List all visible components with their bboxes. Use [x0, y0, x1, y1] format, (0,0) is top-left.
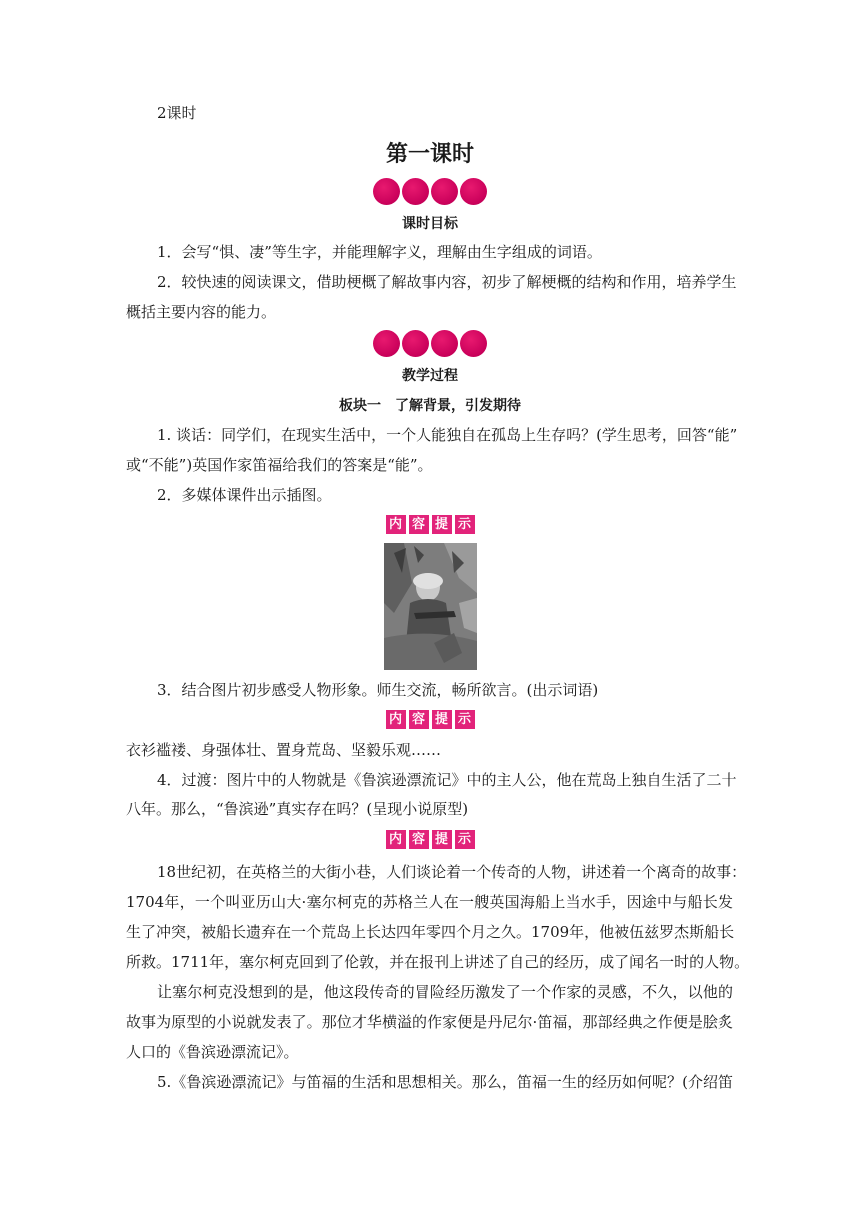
dot-icon: [373, 330, 400, 357]
decorative-dots-1: [0, 178, 860, 205]
hint-char: 容: [409, 830, 429, 849]
dot-icon: [402, 330, 429, 357]
hint-char: 示: [455, 515, 475, 534]
story-line-5: 让塞尔柯克没想到的是，他这段传奇的冒险经历激发了一个作家的灵感，不久，以他的: [157, 983, 733, 1001]
block-title: 板块一 了解背景，引发期待: [339, 398, 521, 414]
paragraph-4-line2: 八年。那么，“鲁滨逊”真实存在吗？(呈现小说原型): [126, 800, 469, 818]
paragraph-2: 2．多媒体课件出示插图。: [157, 486, 332, 504]
page-title: 第一课时: [385, 141, 474, 167]
story-line-6: 故事为原型的小说就发表了。那位才华横溢的作家便是丹尼尔·笛福，那部经典之作便是脍炙: [126, 1013, 733, 1031]
hint-char: 容: [409, 515, 429, 534]
dot-icon: [373, 178, 400, 205]
dot-icon: [431, 330, 458, 357]
goals-heading: 课时目标: [402, 216, 458, 232]
hint-char: 内: [386, 830, 406, 849]
story-line-2: 1704年，一个叫亚历山大·塞尔柯克的苏格兰人在一艘英国海船上当水手，因途中与船长发: [126, 893, 733, 911]
word-list: 衣衫褴褛、身强体壮、置身荒岛、坚毅乐观……: [126, 741, 442, 759]
goal-1: 1．会写“惧、凄”等生字，并能理解字义，理解由生字组成的词语。: [157, 243, 602, 261]
hint-char: 提: [432, 830, 452, 849]
hint-char: 内: [386, 515, 406, 534]
dot-icon: [402, 178, 429, 205]
hint-char: 示: [455, 830, 475, 849]
paragraph-4-line1: 4．过渡：图片中的人物就是《鲁滨逊漂流记》中的主人公，他在荒岛上独自生活了二十: [157, 771, 737, 789]
story-line-3: 生了冲突，被船长遗弃在一个荒岛上长达四年零四个月之久。1709年，他被伍兹罗杰斯船长: [126, 923, 735, 941]
paragraph-1-line2: 或“不能”)英国作家笛福给我们的答案是“能”。: [126, 456, 433, 474]
hint-char: 内: [386, 710, 406, 729]
robinson-illustration: [384, 543, 477, 670]
content-hint-tag-1: [0, 515, 860, 534]
content-hint-tag-2: [0, 710, 860, 729]
hint-char: 示: [455, 710, 475, 729]
story-line-7: 人口的《鲁滨逊漂流记》。: [126, 1043, 299, 1061]
hint-char: 提: [432, 710, 452, 729]
process-heading: 教学过程: [402, 368, 458, 384]
hint-char: 容: [409, 710, 429, 729]
goal-2-line1: 2．较快速的阅读课文，借助梗概了解故事内容，初步了解梗概的结构和作用，培养学生: [157, 273, 737, 291]
paragraph-1-line1: 1. 谈话：同学们，在现实生活中，一个人能独自在孤岛上生存吗？(学生思考，回答“能”: [157, 426, 738, 444]
hint-char: 提: [432, 515, 452, 534]
story-line-1: 18世纪初，在英格兰的大街小巷，人们谈论着一个传奇的人物，讲述着一个离奇的故事：: [157, 863, 747, 881]
lesson-count: 2课时: [157, 104, 197, 122]
paragraph-3: 3．结合图片初步感受人物形象。师生交流，畅所欲言。(出示词语): [157, 681, 599, 699]
dot-icon: [460, 330, 487, 357]
paragraph-5: 5.《鲁滨逊漂流记》与笛福的生活和思想相关。那么，笛福一生的经历如何呢？(介绍笛: [157, 1073, 733, 1091]
decorative-dots-2: [0, 330, 860, 357]
story-line-4: 所救。1711年，塞尔柯克回到了伦敦，并在报刊上讲述了自己的经历，成了闻名一时的人物。: [126, 953, 750, 971]
content-hint-tag-3: [0, 830, 860, 849]
goal-2-line2: 概括主要内容的能力。: [126, 303, 277, 321]
dot-icon: [431, 178, 458, 205]
dot-icon: [460, 178, 487, 205]
